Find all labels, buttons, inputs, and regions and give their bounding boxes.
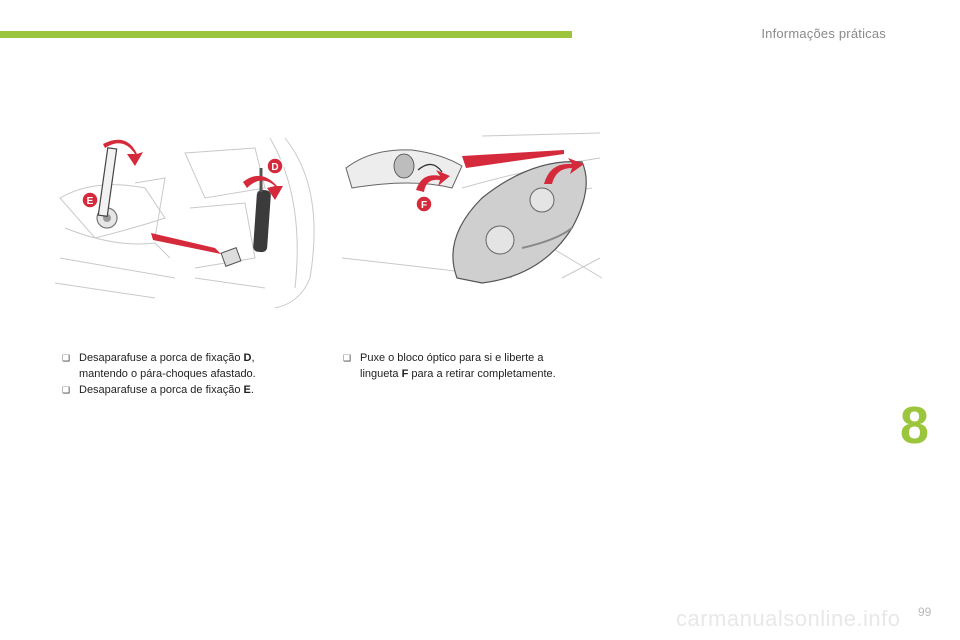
instruction-step: ❑ Desaparafuse a porca de fixação E. <box>62 384 254 396</box>
headlamp-unit-icon <box>453 162 586 283</box>
svg-text:F: F <box>420 200 428 211</box>
check-box-icon: ❑ <box>62 353 71 363</box>
callout-d <box>267 158 283 174</box>
callout-f <box>416 196 432 212</box>
bumper-removal-illustration <box>55 128 325 308</box>
bumper-diagram-svg <box>55 128 325 308</box>
instructions-left <box>62 350 292 398</box>
svg-text:D: D <box>271 162 279 173</box>
check-box-icon: ❑ <box>343 353 352 363</box>
chapter-accent-bar <box>0 31 572 38</box>
screwdriver-icon <box>98 148 271 253</box>
page-number: 99 <box>918 605 932 619</box>
chapter-number: 8 <box>900 397 929 455</box>
instruction-step: ❑ Desaparafuse a porca de fixação D, mantendo o pára-choques afastado. <box>62 352 256 380</box>
tab-f-icon <box>346 150 462 188</box>
headlamp-removal-illustration <box>332 128 610 308</box>
instructions-right <box>343 350 603 382</box>
pointer-wedge-icon <box>151 233 221 254</box>
headlamp-diagram-svg <box>332 128 610 308</box>
instruction-step: ❑ Puxe o bloco óptico para si e liberte a lingueta F para a retirar completamente. <box>343 352 556 380</box>
callout-e <box>82 192 98 208</box>
check-box-icon: ❑ <box>62 385 71 395</box>
svg-text:E: E <box>86 196 94 207</box>
section-title: Informações práticas <box>761 26 886 41</box>
watermark: carmanualsonline.info <box>676 606 901 631</box>
